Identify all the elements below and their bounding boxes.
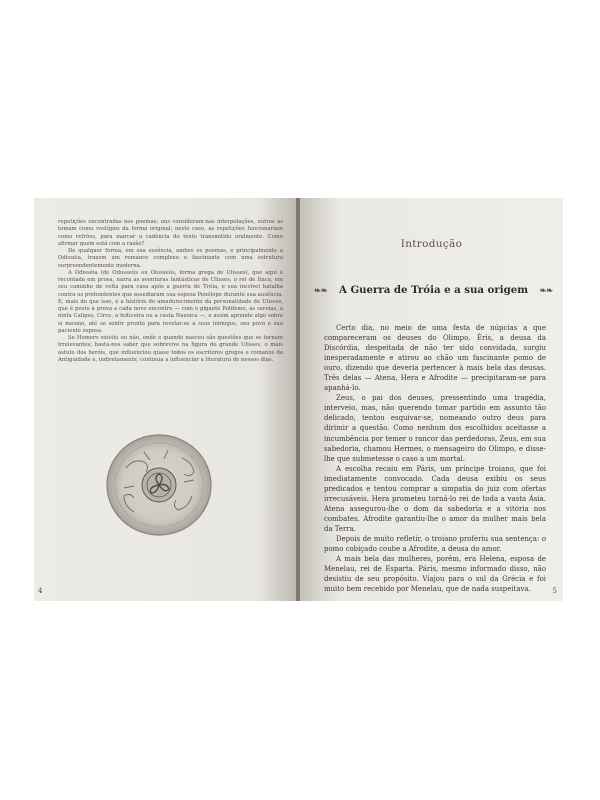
chapter-title: Introdução [400,238,463,250]
page-number: 4 [38,587,43,595]
section-heading [314,284,553,296]
greek-bowl-illustration [104,430,214,540]
book-spread [34,198,563,601]
right-paragraph: A escolha recaiu em Páris, um príncipe troiano, que foi imediatamente convocado. Cada deusa exibiu os seus predicados e tentou comprar a simpatia do juiz com ofertas irrecusáveis. Hera prometeu torná-lo rei de toda a vasta Ásia. Atena assegurou-lhe o dom da sabedoria e a vitória nos combates. Afrodite garantiu-lhe o amor da mulher mais bela da Terra. [324,464,546,533]
right-page-text [324,323,546,594]
right-paragraph: Zeus, o pai dos deuses, pressentindo uma tragédia, interveio, mas, não querendo tomar partido em assunto tão delicado, tentou esquivar-se, nomeando outro deus para dirimir a questão. Como nenhum dos escolhidos aceitasse a incumbência por temer o rancor das perdedoras, Zeus, em sua sabedoria, chamou Hermes, o mensageiro do Olimpo, e disse-lhe que submetesse o caso a um mortal. [324,394,546,463]
left-paragraph: De qualquer forma, em sua essência, ambos os poemas, e principalmente a Odisséia, trazem um romance complexo e fascinante com uma estrutura surpreendentemente moderna. [58,248,283,269]
left-paragraph: A Odisséia (de Odusseús ou Olusseús, forma grega de Ulisses), que aqui é recontada em prosa, narra as aventuras fantásticas de Ulisses, o rei de Ítaca, em seu caminho de volta para casa após a guerra de Tróia, e sua incrível batalha contra os pretendentes que assediaram sua esposa Penélope durante sua ausência. E, mais do que isso, é a história do amadurecimento da personalidade de Ulisses, que é posto à prova a cada novo encontro — com o gigante Polifemo, as sereias, a ninfa Calipso, Circe, a feiticeira ou a casta Nausica —, e assim aprende algo sobre si mesmo, até se sentir pronto para revelar-se a seus inimigos, seu povo e sua paciente esposa. [58,269,283,334]
section-title: A Guerra de Tróia e a sua origem [339,284,528,296]
ornament-icon: ❧❧ [539,285,553,295]
page-number: 5 [552,587,557,595]
ornament-icon: ❧❧ [314,285,328,295]
left-paragraph: repetições encontradas nos poemas; uns consideram-nas interpolações, outros as tomam como vestígios da forma original; neste caso, as repetições funcionariam como refrões, para marcar a cadência do texto transmitido oralmente. Como afirmar quem está com a razão? [58,219,283,247]
right-paragraph: A mais bela das mulheres, porém, era Helena, esposa de Menelau, rei de Esparta. Páris, mesmo informado disso, não desistiu de seu propósito. Viajou para o sul da Grécia e foi muito bem recebido por Menelau, que de nada suspeitava. [324,555,546,594]
left-paragraph: Se Homero existiu ou não, onde e quando nasceu são questões que se tornam irrelevantes; basta-nos saber que sobrevive na figura do grande Ulisses, o mais astuto dos heróis, que influenciou quase todos os escritores gregos e romanos da Antiguidade e, indiretamente, continua a influenciar a literatura de nossos dias. [58,335,283,363]
left-page-text [58,219,283,364]
left-page [34,198,297,601]
right-paragraph: Certo dia, no meio de uma festa de núpcias a que compareceram os deuses do Olimpo, Éris, a deusa da Discórdia, despeitada de não ter sido convidada, surgiu inesperadamente e atirou ao chão um fascinante pomo de ouro, dizendo que deveria pertencer à mais bela das deusas. Três delas — Atena, Hera e Afrodite — precipitaram-se para apanhá-lo. [324,324,546,393]
right-page [300,198,563,601]
right-paragraph: Depois de muito refletir, o troiano proferiu sua sentença: o pomo cobiçado coube a Afrodite, a deusa do amor. [324,534,546,554]
